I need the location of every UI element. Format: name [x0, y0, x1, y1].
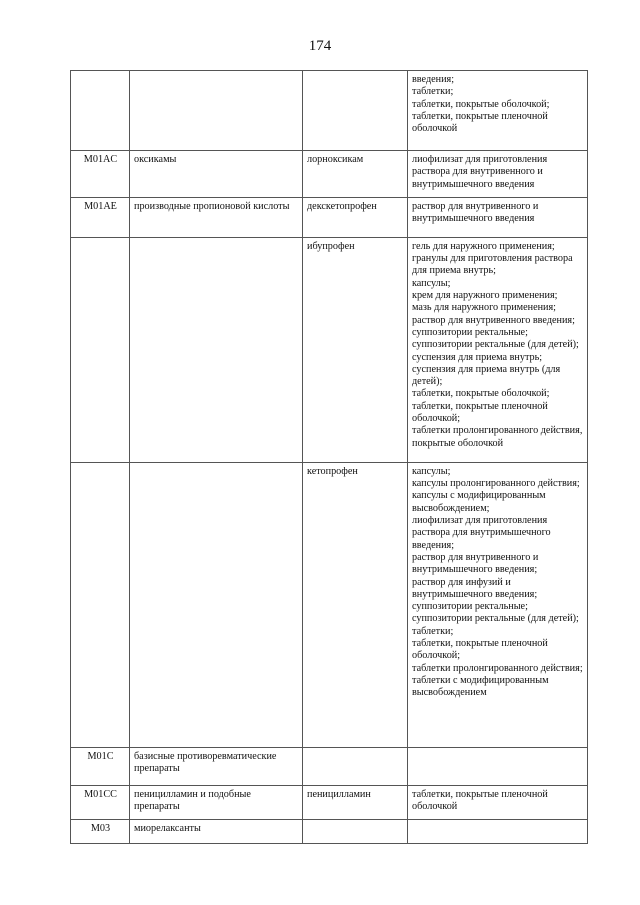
dosage-forms-cell: [408, 462, 588, 747]
drug-name-cell: пеницилламин: [303, 785, 408, 820]
atc-code-cell: [71, 462, 130, 747]
dosage-form: введения;: [412, 74, 455, 85]
drug-name-cell: кетопрофен: [303, 462, 408, 747]
atc-code-cell: M03: [71, 820, 130, 844]
group-name-cell: [130, 71, 303, 151]
group-name-cell: пеницилламин и подобные препараты: [130, 785, 303, 820]
table-row: [71, 237, 588, 462]
dosage-form: капсулы;: [412, 277, 451, 289]
dosage-form: мазь для наружного применения;: [412, 302, 557, 314]
dosage-form: лиофилизат для приготовления раствора для внутримышечного введения;: [412, 515, 551, 551]
dosage-form: таблетки, покрытые оболочкой;: [412, 98, 550, 110]
atc-code-cell: M01AC: [71, 151, 130, 198]
dosage-form: крем для наружного применения;: [412, 290, 558, 302]
drug-name-cell: [303, 820, 408, 844]
dosage-forms-cell: [408, 785, 588, 820]
dosage-forms-cell: [408, 151, 588, 198]
table-row: [71, 820, 588, 844]
atc-code-cell: [71, 237, 130, 462]
atc-code-cell: M01C: [71, 747, 130, 785]
dosage-form: раствор для внутривенного введения;: [412, 314, 575, 326]
dosage-form: таблетки, покрытые пленочной оболочкой: [412, 788, 548, 813]
drug-name-cell: [303, 747, 408, 785]
group-name-cell: миорелаксанты: [130, 820, 303, 844]
group-name-cell: оксикамы: [130, 151, 303, 198]
table-row: [71, 785, 588, 820]
dosage-form: таблетки, покрытые пленочной оболочкой;: [412, 638, 548, 662]
dosage-form: капсулы пролонгированного действия;: [412, 478, 580, 490]
dosage-form: таблетки с модифицированным высвобождением: [412, 674, 549, 699]
dosage-forms-cell: [408, 71, 588, 151]
dosage-form: раствор для внутривенного и внутримышечного введения: [412, 200, 539, 225]
dosage-form: суппозитории ректальные;: [412, 326, 528, 338]
dosage-forms-cell: [408, 237, 588, 462]
atc-code-cell: [71, 71, 130, 151]
dosage-forms-cell: [408, 747, 588, 785]
group-name-cell: базисные противоревматические препараты: [130, 747, 303, 785]
table-row: [71, 747, 588, 785]
dosage-form: капсулы;: [412, 465, 451, 477]
dosage-form: таблетки, покрытые пленочной оболочкой;: [412, 400, 548, 425]
atc-code-cell: M01CC: [71, 785, 130, 820]
dosage-form: раствор для внутривенного и внутримышечного введения;: [412, 551, 539, 576]
dosage-form: таблетки пролонгированного действия;: [412, 662, 583, 674]
dosage-form: таблетки, покрытые оболочкой;: [412, 388, 550, 400]
drug-name-cell: лорноксикам: [303, 151, 408, 198]
group-name-cell: производные пропионовой кислоты: [130, 197, 303, 237]
table-row: [71, 197, 588, 237]
page-number: 174: [308, 38, 332, 54]
dosage-form: таблетки;: [412, 625, 454, 637]
drug-table: [70, 70, 588, 844]
dosage-form: суппозитории ректальные;: [412, 601, 528, 613]
dosage-form: суспензия для приема внутрь (для детей);: [412, 363, 561, 388]
dosage-form: гель для наружного применения;: [412, 240, 555, 252]
table-row: [71, 71, 588, 151]
dosage-form: таблетки;: [412, 86, 454, 98]
group-name-cell: [130, 237, 303, 462]
drug-name-cell: декскетопрофен: [303, 197, 408, 237]
table-row: [71, 151, 588, 198]
dosage-form: суппозитории ректальные (для детей);: [412, 613, 579, 625]
table-row: [71, 462, 588, 747]
dosage-form: суппозитории ректальные (для детей);: [412, 339, 579, 351]
dosage-forms-cell: [408, 197, 588, 237]
dosage-form: гранулы для приготовления раствора для приема внутрь;: [412, 253, 573, 277]
dosage-form: лиофилизат для приготовления раствора для внутривенного и внутримышечного введения: [412, 154, 548, 190]
dosage-form: раствор для инфузий и внутримышечного введения;: [412, 576, 538, 600]
drug-name-cell: ибупрофен: [303, 237, 408, 462]
group-name-cell: [130, 462, 303, 747]
dosage-form: таблетки, покрытые пленочной оболочкой: [412, 110, 548, 135]
dosage-forms-cell: [408, 820, 588, 844]
drug-name-cell: [303, 71, 408, 151]
dosage-form: таблетки пролонгированного действия, покрытые оболочкой: [412, 425, 583, 449]
atc-code-cell: M01AE: [71, 197, 130, 237]
dosage-form: суспензия для приема внутрь;: [412, 351, 543, 363]
dosage-form: капсулы с модифицированным высвобождением;: [412, 490, 546, 514]
